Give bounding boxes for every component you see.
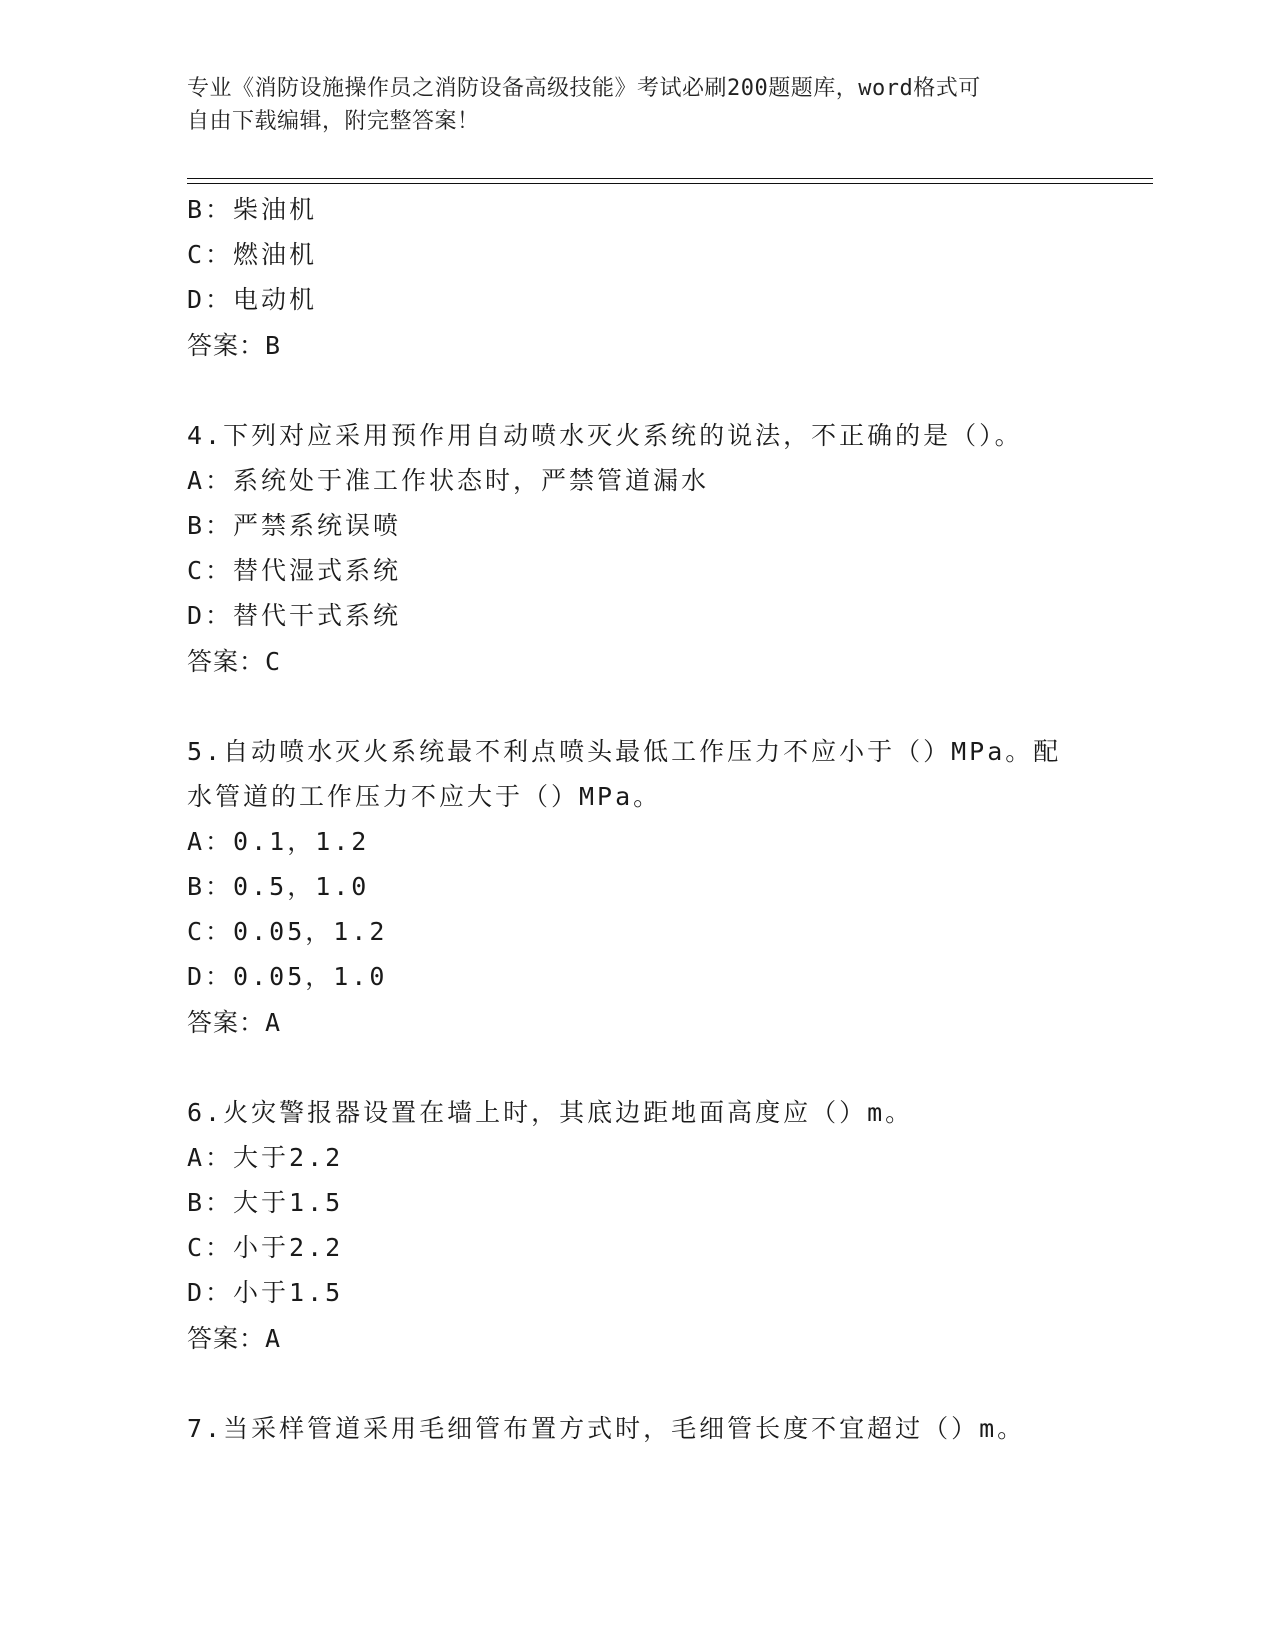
q6-option-b: B：大于1.5 <box>187 1188 344 1217</box>
q5-question-line-1: 5.自动喷水灭火系统最不利点喷头最低工作压力不应小于（）MPa。配 <box>187 737 1062 766</box>
q4-answer <box>187 647 281 677</box>
q4-option-b: B：严禁系统误喷 <box>187 511 402 540</box>
q6-answer-label: 答案： <box>187 1324 266 1353</box>
q3-answer <box>187 331 281 361</box>
q4-option-a: A：系统处于准工作状态时，严禁管道漏水 <box>187 466 710 495</box>
q5-option-c: C：0.05，1.2 <box>187 917 388 946</box>
document-header <box>187 72 1067 138</box>
q5-answer-label: 答案： <box>187 1008 266 1037</box>
q6-option-a: A：大于2.2 <box>187 1143 344 1172</box>
header-line-1: 专业《消防设施操作员之消防设备高级技能》考试必刷200题题库，word格式可 <box>187 76 981 101</box>
q3-option-b: B：柴油机 <box>187 195 318 224</box>
q4-option-d: D：替代干式系统 <box>187 601 402 630</box>
q5-answer <box>187 1008 281 1038</box>
q3-answer-label: 答案： <box>187 331 266 360</box>
q6-option-d: D：小于1.5 <box>187 1278 344 1307</box>
q5-question-line-2: 水管道的工作压力不应大于（）MPa。 <box>187 782 662 811</box>
q3-answer-value: B <box>265 331 282 360</box>
q6-answer <box>187 1324 281 1354</box>
q5-option-b: B：0.5，1.0 <box>187 872 370 901</box>
q4-answer-value: C <box>265 647 282 676</box>
q6-answer-value: A <box>265 1324 282 1353</box>
q3-option-d: D：电动机 <box>187 285 318 314</box>
q3-option-c: C：燃油机 <box>187 240 318 269</box>
header-rule-bottom <box>187 183 1153 184</box>
q5-answer-value: A <box>265 1008 282 1037</box>
q4-question: 4.下列对应采用预作用自动喷水灭火系统的说法，不正确的是（）。 <box>187 421 1023 450</box>
header-line-2: 自由下载编辑，附完整答案！ <box>187 109 480 134</box>
q7-question: 7.当采样管道采用毛细管布置方式时，毛细管长度不宜超过（）m。 <box>187 1414 1026 1443</box>
q5-option-d: D：0.05，1.0 <box>187 962 388 991</box>
q6-question: 6.火灾警报器设置在墙上时，其底边距地面高度应（）m。 <box>187 1098 914 1127</box>
header-rule-top <box>187 178 1153 179</box>
q6-option-c: C：小于2.2 <box>187 1233 344 1262</box>
q4-answer-label: 答案： <box>187 647 266 676</box>
q4-option-c: C：替代湿式系统 <box>187 556 402 585</box>
q5-option-a: A：0.1，1.2 <box>187 827 370 856</box>
